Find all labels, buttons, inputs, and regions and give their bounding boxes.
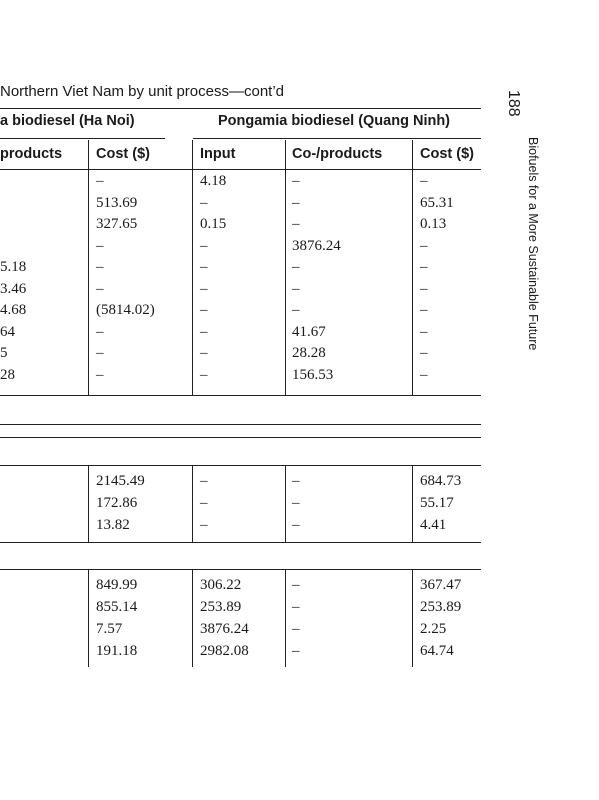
table-cell: 253.89: [200, 599, 242, 615]
col-divider: [192, 169, 193, 395]
table-cell: –: [96, 281, 104, 297]
col-divider: [412, 140, 413, 169]
col-divider: [88, 169, 89, 395]
table-cell: 7.57: [96, 621, 123, 637]
table-cell: 684.73: [420, 473, 462, 489]
table-cell: –: [420, 281, 428, 297]
table-cell: –: [200, 473, 208, 489]
table-cell: 513.69: [96, 195, 138, 211]
table-cell: 0.15: [200, 216, 227, 232]
col-divider: [412, 569, 413, 667]
table-cell: –: [420, 238, 428, 254]
table-cell: –: [420, 173, 428, 189]
table-cell: –: [96, 367, 104, 383]
table-cell: –: [292, 599, 300, 615]
section-rule: [0, 465, 481, 466]
table-cell: 4.41: [420, 517, 447, 533]
table-cell: 64.74: [420, 643, 454, 659]
table-cell: –: [200, 517, 208, 533]
table-cell: 28.28: [292, 345, 326, 361]
table-cell: –: [292, 577, 300, 593]
table-cell: –: [420, 345, 428, 361]
table-cell: 55.17: [420, 495, 454, 511]
table-cell: –: [292, 495, 300, 511]
table-cell: 2145.49: [96, 473, 145, 489]
table-cell: –: [200, 238, 208, 254]
table-cell: 367.47: [420, 577, 462, 593]
table-cell: –: [292, 643, 300, 659]
table-cell: 191.18: [96, 643, 138, 659]
table-cell: –: [96, 324, 104, 340]
table-cell: –: [96, 238, 104, 254]
table-cell: 327.65: [96, 216, 138, 232]
table-cell: 4.68: [0, 302, 27, 318]
table-cell: 2982.08: [200, 643, 249, 659]
table-cell: 172.86: [96, 495, 138, 511]
table-cell: –: [200, 345, 208, 361]
hanoi-group-rule: [0, 138, 165, 139]
section-rule: [0, 437, 481, 438]
table-cell: –: [292, 259, 300, 275]
table-cell: –: [200, 302, 208, 318]
table-cell: 849.99: [96, 577, 138, 593]
qn-group-rule: [193, 138, 481, 139]
table-cell: –: [420, 259, 428, 275]
section-rule: [0, 395, 481, 396]
table-cell: –: [420, 367, 428, 383]
group-header-quangninh: Pongamia biodiesel (Quang Ninh): [218, 113, 451, 129]
col-divider: [192, 569, 193, 667]
section-rule: [0, 424, 481, 425]
col-divider: [285, 140, 286, 169]
col-header-hanoi-coproducts: products: [0, 146, 63, 162]
table-cell: 5.18: [0, 259, 27, 275]
table-cell: –: [200, 495, 208, 511]
col-divider: [192, 140, 193, 169]
col-divider: [88, 569, 89, 667]
col-divider: [412, 465, 413, 542]
table-cell: –: [420, 324, 428, 340]
col-divider: [285, 169, 286, 395]
table-cell: 0.13: [420, 216, 447, 232]
table-cell: –: [292, 302, 300, 318]
col-divider: [412, 169, 413, 395]
col-divider: [88, 140, 89, 169]
table-cell: –: [200, 281, 208, 297]
table-cell: –: [292, 281, 300, 297]
table-cell: 65.31: [420, 195, 454, 211]
table-cell: 253.89: [420, 599, 462, 615]
table-cell: –: [200, 367, 208, 383]
table-cell: –: [96, 173, 104, 189]
col-header-qn-input: Input: [200, 146, 236, 162]
table-cell: 3876.24: [292, 238, 341, 254]
table-cell: 64: [0, 324, 15, 340]
table-cell: 306.22: [200, 577, 242, 593]
table-cell: –: [292, 621, 300, 637]
table-cell: 2.25: [420, 621, 447, 637]
col-divider: [88, 465, 89, 542]
table-cell: 156.53: [292, 367, 334, 383]
table-cell: 41.67: [292, 324, 326, 340]
top-rule: [0, 108, 481, 109]
table-cell: –: [292, 473, 300, 489]
table-cell: –: [96, 259, 104, 275]
table-cell: 4.18: [200, 173, 227, 189]
header-bottom-rule: [0, 169, 481, 170]
section-rule: [0, 569, 481, 570]
table-cell: –: [96, 345, 104, 361]
table-cell: 3.46: [0, 281, 27, 297]
table-cell: 5: [0, 345, 8, 361]
table-cell: –: [200, 324, 208, 340]
table-cell: 855.14: [96, 599, 138, 615]
table-cell: –: [292, 216, 300, 232]
table-cell: –: [292, 195, 300, 211]
running-title: Biofuels for a More Sustainable Future: [526, 137, 540, 351]
table-cell: –: [420, 302, 428, 318]
table-caption: Northern Viet Nam by unit process—cont’d: [0, 83, 285, 100]
table-cell: –: [292, 173, 300, 189]
table-cell: 3876.24: [200, 621, 249, 637]
table-cell: –: [200, 195, 208, 211]
table-cell: 28: [0, 367, 15, 383]
table-cell: –: [292, 517, 300, 533]
col-divider: [192, 465, 193, 542]
page-number: 188: [505, 90, 522, 117]
col-divider: [285, 465, 286, 542]
group-header-hanoi: a biodiesel (Ha Noi): [0, 113, 135, 129]
col-divider: [285, 569, 286, 667]
section-rule: [0, 542, 481, 543]
col-header-qn-coproducts: Co-/products: [292, 146, 383, 162]
table-cell: 13.82: [96, 517, 130, 533]
table-cell: –: [200, 259, 208, 275]
col-header-qn-cost: Cost ($): [420, 146, 474, 162]
col-header-hanoi-cost: Cost ($): [96, 146, 150, 162]
table-cell: (5814.02): [96, 302, 155, 318]
